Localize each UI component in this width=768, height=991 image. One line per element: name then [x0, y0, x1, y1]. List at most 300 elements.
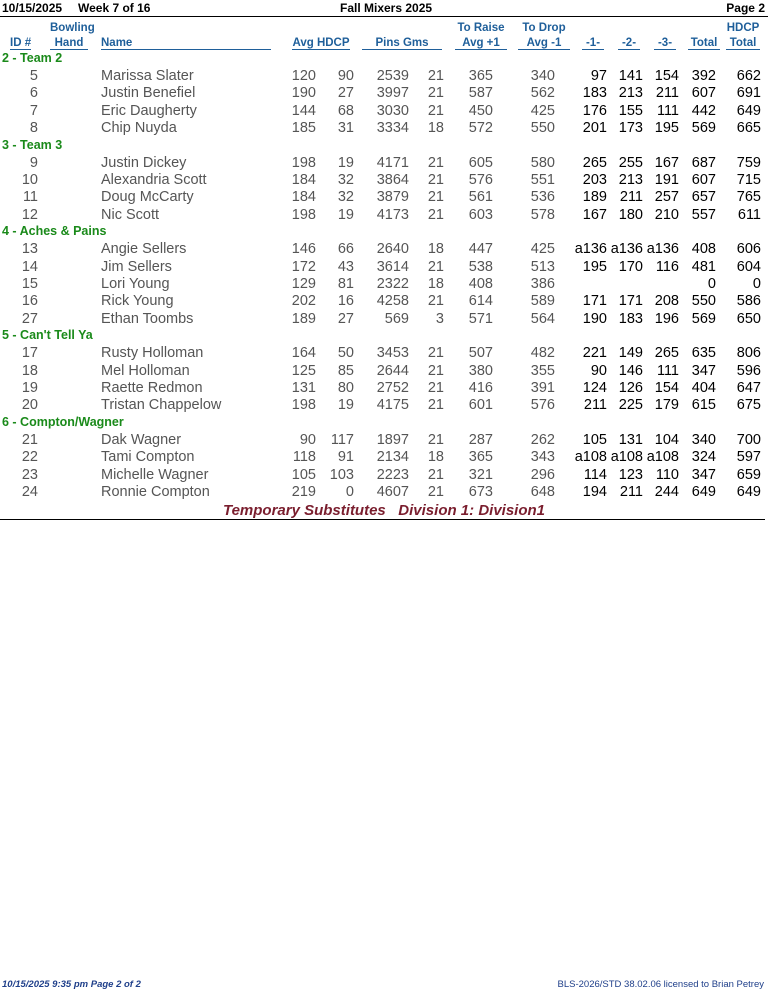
substitutes-line	[0, 502, 768, 519]
cell-g1: 183	[582, 85, 607, 102]
cell-g1: 221	[582, 345, 607, 362]
cell-g1: 265	[582, 154, 607, 171]
cell-drop: 262	[530, 431, 555, 448]
cell-hdcp: 27	[337, 310, 354, 327]
cell-name: Jim Sellers	[101, 258, 172, 275]
cell-avg: 172	[291, 258, 316, 275]
cell-avg: 125	[291, 362, 316, 379]
cell-g3: 210	[654, 206, 679, 223]
col-game-1: -1-	[582, 37, 604, 50]
cell-hdcp: 81	[337, 276, 354, 292]
cell-avg: 164	[291, 345, 316, 362]
team-heading: 3 - Team 3	[2, 137, 63, 152]
cell-total: 557	[691, 206, 716, 223]
cell-drop: 576	[530, 397, 555, 414]
cell-g3: 208	[654, 293, 679, 310]
cell-drop: 562	[530, 85, 555, 102]
cell-g2: 255	[618, 154, 643, 171]
cell-hdcp: 117	[330, 431, 354, 448]
col-drop-top: To Drop	[522, 22, 566, 34]
cell-hdcp: 19	[337, 206, 354, 223]
player-row	[0, 68, 768, 85]
cell-avg: 131	[291, 380, 316, 396]
cell-id: 5	[29, 68, 38, 84]
player-row	[0, 276, 768, 293]
player-row	[0, 484, 768, 501]
cell-name: Chip Nuyda	[101, 120, 177, 137]
player-row	[0, 259, 768, 276]
team-heading: 4 - Aches & Pains	[2, 224, 107, 239]
cell-hdcp-total: 806	[736, 345, 761, 362]
cell-hdcp-total: 586	[736, 293, 761, 310]
cell-id: 24	[21, 484, 38, 500]
player-row	[0, 311, 768, 328]
cell-pins: 3864	[376, 172, 409, 188]
cell-name: Ethan Toombs	[101, 310, 194, 327]
player-row	[0, 103, 768, 120]
cell-g1: 105	[582, 431, 607, 448]
col-pins-gms: Pins Gms	[362, 37, 442, 50]
cell-pins: 569	[384, 310, 409, 327]
cell-gms: 21	[427, 206, 444, 223]
cell-g1: 176	[582, 102, 607, 119]
player-row	[0, 172, 768, 189]
cell-hdcp-total: 647	[736, 380, 761, 396]
cell-total: 442	[691, 102, 716, 119]
cell-g3: 265	[654, 345, 679, 362]
footer-right: BLS-2026/STD 38.02.06 licensed to Brian Petrey	[557, 979, 764, 990]
cell-gms: 18	[427, 120, 444, 137]
cell-hdcp-total: 759	[736, 154, 761, 171]
cell-g2: 173	[618, 120, 643, 137]
cell-gms: 21	[427, 68, 444, 84]
col-avg-hdcp: Avg HDCP	[292, 37, 350, 49]
cell-id: 16	[21, 293, 38, 310]
cell-drop: 386	[530, 276, 555, 292]
col-name: Name	[101, 37, 271, 50]
cell-g3: 244	[654, 484, 679, 500]
player-row	[0, 85, 768, 102]
cell-name: Michelle Wagner	[101, 466, 209, 483]
col-game-2: -2-	[618, 37, 640, 50]
cell-id: 18	[21, 362, 38, 379]
cell-name: Angie Sellers	[101, 241, 187, 258]
cell-raise: 587	[468, 85, 493, 102]
cell-pins: 4607	[376, 484, 409, 500]
cell-drop: 425	[530, 241, 555, 258]
cell-name: Doug McCarty	[101, 189, 194, 206]
cell-drop: 589	[530, 293, 555, 310]
cell-g1: 195	[582, 258, 607, 275]
cell-drop: 391	[530, 380, 555, 396]
cell-avg: 120	[291, 68, 316, 84]
cell-raise: 605	[468, 154, 493, 171]
cell-id: 6	[29, 85, 38, 102]
table-bottom-rule	[0, 519, 765, 520]
cell-total: 340	[691, 431, 716, 448]
cell-gms: 21	[427, 102, 444, 119]
cell-drop: 580	[530, 154, 555, 171]
cell-total: 635	[691, 345, 716, 362]
cell-pins: 2752	[376, 380, 409, 396]
cell-gms: 21	[427, 189, 444, 206]
cell-hdcp-total: 650	[736, 310, 761, 327]
col-raise-bottom: Avg +1	[455, 37, 507, 50]
cell-name: Ronnie Compton	[101, 484, 210, 500]
cell-hdcp-total: 604	[736, 258, 761, 275]
player-row	[0, 432, 768, 449]
cell-g2: 171	[618, 293, 643, 310]
cell-raise: 380	[468, 362, 493, 379]
cell-g3: 111	[656, 102, 679, 119]
cell-gms: 21	[427, 293, 444, 310]
cell-name: Justin Benefiel	[101, 85, 196, 102]
cell-g3: 257	[654, 189, 679, 206]
cell-hdcp: 91	[337, 449, 354, 466]
cell-total: 687	[691, 154, 716, 171]
cell-avg: 146	[291, 241, 316, 258]
cell-gms: 3	[435, 310, 444, 327]
cell-drop: 340	[530, 68, 555, 84]
cell-id: 13	[21, 241, 38, 258]
cell-g2: 146	[618, 362, 643, 379]
cell-pins: 2322	[376, 276, 409, 292]
cell-g2: 213	[618, 172, 643, 188]
col-id: ID #	[10, 37, 32, 49]
cell-pins: 2539	[376, 68, 409, 84]
cell-hdcp: 27	[337, 85, 354, 102]
cell-pins: 3879	[376, 189, 409, 206]
cell-total: 0	[707, 276, 716, 292]
cell-g2: 170	[618, 258, 643, 275]
cell-g2: 225	[618, 397, 643, 414]
player-row	[0, 380, 768, 397]
cell-pins: 2640	[376, 241, 409, 258]
cell-hdcp: 31	[337, 120, 354, 137]
cell-hdcp-total: 659	[736, 466, 761, 483]
player-row	[0, 449, 768, 466]
cell-id: 27	[21, 310, 38, 327]
cell-id: 12	[21, 206, 38, 223]
player-row	[0, 345, 768, 362]
week-label: Week 7 of 16	[78, 1, 151, 15]
cell-hdcp-total: 662	[736, 68, 761, 84]
cell-id: 22	[21, 449, 38, 466]
page-header	[0, 0, 768, 17]
cell-g1: 190	[582, 310, 607, 327]
col-raise-top: To Raise	[457, 22, 505, 34]
cell-hdcp-total: 649	[736, 484, 761, 500]
player-row	[0, 207, 768, 224]
cell-id: 9	[29, 154, 38, 171]
player-row	[0, 467, 768, 484]
cell-g1: 201	[582, 120, 607, 137]
cell-gms: 21	[427, 172, 444, 188]
cell-hdcp: 32	[337, 172, 354, 188]
cell-hdcp: 19	[337, 397, 354, 414]
cell-g1: 167	[582, 206, 607, 223]
col-bowling-bottom: Hand	[50, 37, 88, 50]
cell-hdcp-total: 649	[736, 102, 761, 119]
cell-hdcp-total: 691	[736, 85, 761, 102]
cell-raise: 321	[468, 466, 493, 483]
cell-gms: 21	[427, 345, 444, 362]
team-heading: 5 - Can't Tell Ya	[2, 328, 93, 343]
cell-g2: 183	[618, 310, 643, 327]
cell-avg: 144	[291, 102, 316, 119]
cell-gms: 21	[427, 154, 444, 171]
cell-id: 10	[21, 172, 38, 188]
cell-gms: 18	[427, 449, 444, 466]
cell-hdcp-total: 765	[736, 189, 761, 206]
cell-g2: 149	[618, 345, 643, 362]
cell-id: 7	[29, 102, 38, 119]
cell-g1: 171	[582, 293, 607, 310]
cell-g2: a136	[610, 241, 643, 258]
cell-gms: 21	[427, 431, 444, 448]
player-row	[0, 189, 768, 206]
cell-id: 8	[29, 120, 38, 137]
cell-g3: 211	[655, 85, 679, 102]
cell-hdcp: 19	[337, 154, 354, 171]
cell-raise: 450	[468, 102, 493, 119]
cell-raise: 365	[468, 68, 493, 84]
cell-raise: 603	[468, 206, 493, 223]
cell-name: Tristan Chappelow	[101, 397, 222, 414]
cell-avg: 184	[291, 172, 316, 188]
cell-hdcp: 43	[337, 258, 354, 275]
cell-hdcp: 90	[337, 68, 354, 84]
cell-total: 408	[691, 241, 716, 258]
cell-drop: 296	[530, 466, 555, 483]
cell-pins: 2223	[376, 466, 409, 483]
cell-drop: 550	[530, 120, 555, 137]
cell-hdcp: 32	[337, 189, 354, 206]
cell-g1: a136	[574, 241, 607, 258]
team-heading: 2 - Team 2	[2, 51, 63, 65]
cell-hdcp: 68	[337, 102, 354, 119]
cell-drop: 551	[530, 172, 555, 188]
page-number: Page 2	[726, 1, 765, 15]
cell-g3: 195	[654, 120, 679, 137]
cell-g2: 141	[618, 68, 643, 84]
cell-g3: 167	[654, 154, 679, 171]
cell-id: 20	[21, 397, 38, 414]
cell-pins: 3614	[376, 258, 409, 275]
cell-gms: 18	[427, 241, 444, 258]
substitutes-label: Temporary Substitutes	[222, 502, 386, 519]
cell-g1: 97	[590, 68, 607, 84]
cell-hdcp: 66	[337, 241, 354, 258]
cell-hdcp-total: 700	[736, 431, 761, 448]
cell-id: 21	[21, 431, 38, 448]
cell-name: Mel Holloman	[101, 362, 190, 379]
cell-g2: 126	[618, 380, 643, 396]
player-row	[0, 397, 768, 414]
cell-gms: 21	[427, 397, 444, 414]
col-drop-bottom: Avg -1	[518, 37, 570, 50]
cell-hdcp: 0	[345, 484, 354, 500]
cell-name: Lori Young	[101, 276, 170, 292]
cell-g2: 155	[618, 102, 643, 119]
division-label: Division 1: Division1	[398, 502, 546, 519]
cell-avg: 90	[299, 431, 316, 448]
player-row	[0, 363, 768, 380]
cell-id: 17	[21, 345, 38, 362]
cell-pins: 3997	[376, 85, 409, 102]
team-heading: 6 - Compton/Wagner	[2, 414, 124, 429]
cell-name: Raette Redmon	[101, 380, 203, 396]
cell-pins: 3334	[376, 120, 409, 137]
cell-drop: 648	[530, 484, 555, 500]
cell-avg: 198	[291, 206, 316, 223]
cell-total: 392	[691, 68, 716, 84]
col-hdcp-total: Total	[726, 37, 760, 50]
cell-g3: 154	[654, 68, 679, 84]
cell-gms: 21	[427, 85, 444, 102]
cell-pins: 4173	[376, 206, 409, 223]
cell-gms: 21	[427, 380, 444, 396]
cell-name: Alexandria Scott	[101, 172, 207, 188]
cell-g2: 180	[618, 206, 643, 223]
cell-g2: 131	[618, 431, 643, 448]
cell-pins: 3030	[376, 102, 409, 119]
cell-drop: 425	[530, 102, 555, 119]
cell-gms: 18	[427, 276, 444, 292]
cell-drop: 564	[530, 310, 555, 327]
cell-id: 15	[21, 276, 38, 292]
cell-avg: 190	[291, 85, 316, 102]
cell-avg: 202	[291, 293, 316, 310]
cell-hdcp: 16	[337, 293, 354, 310]
cell-avg: 185	[291, 120, 316, 137]
cell-avg: 184	[291, 189, 316, 206]
cell-g3: 110	[655, 466, 679, 483]
cell-pins: 4171	[376, 154, 409, 171]
cell-g3: 191	[654, 172, 679, 188]
cell-total: 615	[691, 397, 716, 414]
cell-avg: 198	[291, 397, 316, 414]
cell-avg: 105	[291, 466, 316, 483]
col-total: Total	[688, 37, 720, 50]
cell-raise: 408	[468, 276, 493, 292]
cell-g3: 116	[655, 258, 679, 275]
cell-g1: a108	[574, 449, 607, 466]
cell-raise: 576	[468, 172, 493, 188]
player-row	[0, 155, 768, 172]
cell-raise: 572	[468, 120, 493, 137]
cell-raise: 416	[468, 380, 493, 396]
cell-name: Rusty Holloman	[101, 345, 204, 362]
cell-pins: 2644	[376, 362, 409, 379]
cell-total: 649	[691, 484, 716, 500]
cell-total: 569	[691, 310, 716, 327]
cell-g3: 111	[656, 362, 679, 379]
cell-total: 347	[691, 362, 716, 379]
cell-raise: 507	[468, 345, 493, 362]
cell-total: 404	[691, 380, 716, 396]
cell-name: Nic Scott	[101, 206, 160, 223]
cell-drop: 536	[530, 189, 555, 206]
cell-hdcp-total: 675	[736, 397, 761, 414]
cell-raise: 561	[468, 189, 493, 206]
col-hdcp-top: HDCP	[726, 22, 760, 34]
cell-raise: 447	[468, 241, 493, 258]
cell-raise: 673	[468, 484, 493, 500]
cell-total: 569	[691, 120, 716, 137]
cell-total: 550	[691, 293, 716, 310]
cell-g2: 123	[618, 466, 643, 483]
cell-drop: 578	[530, 206, 555, 223]
cell-drop: 482	[530, 345, 555, 362]
cell-hdcp-total: 715	[736, 172, 761, 188]
cell-g2: a108	[610, 449, 643, 466]
cell-hdcp-total: 611	[737, 206, 761, 223]
cell-avg: 118	[292, 449, 316, 466]
cell-g1: 189	[582, 189, 607, 206]
cell-g3: a108	[646, 449, 679, 466]
cell-raise: 365	[468, 449, 493, 466]
cell-drop: 355	[530, 362, 555, 379]
cell-g3: 196	[654, 310, 679, 327]
cell-g1: 114	[583, 466, 607, 483]
col-bowling-top: Bowling	[50, 22, 95, 34]
cell-g1: 194	[582, 484, 607, 500]
cell-raise: 538	[468, 258, 493, 275]
cell-g1: 90	[590, 362, 607, 379]
cell-hdcp-total: 596	[736, 362, 761, 379]
cell-total: 607	[691, 172, 716, 188]
cell-pins: 2134	[376, 449, 409, 466]
cell-total: 607	[691, 85, 716, 102]
cell-avg: 189	[291, 310, 316, 327]
footer-left: 10/15/2025 9:35 pm Page 2 of 2	[2, 979, 141, 990]
cell-g1: 124	[582, 380, 607, 396]
cell-total: 481	[691, 258, 716, 275]
cell-hdcp: 80	[337, 380, 354, 396]
cell-pins: 4175	[376, 397, 409, 414]
cell-g3: 154	[654, 380, 679, 396]
cell-name: Eric Daugherty	[101, 102, 197, 119]
cell-id: 14	[21, 258, 38, 275]
cell-gms: 21	[427, 466, 444, 483]
cell-pins: 4258	[376, 293, 409, 310]
cell-hdcp-total: 597	[736, 449, 761, 466]
cell-gms: 21	[427, 258, 444, 275]
cell-total: 347	[691, 466, 716, 483]
cell-g3: 179	[654, 397, 679, 414]
cell-name: Dak Wagner	[101, 431, 182, 448]
cell-hdcp: 85	[337, 362, 354, 379]
cell-avg: 129	[291, 276, 316, 292]
cell-name: Tami Compton	[101, 449, 195, 466]
cell-hdcp: 50	[337, 345, 354, 362]
cell-hdcp: 103	[329, 466, 354, 483]
player-row	[0, 293, 768, 310]
cell-raise: 614	[468, 293, 493, 310]
cell-g1: 203	[582, 172, 607, 188]
cell-g2: 211	[619, 189, 643, 206]
cell-name: Justin Dickey	[101, 154, 187, 171]
cell-raise: 287	[468, 431, 493, 448]
cell-g3: 104	[654, 431, 679, 448]
cell-raise: 601	[468, 397, 493, 414]
cell-g2: 213	[618, 85, 643, 102]
cell-drop: 513	[530, 258, 555, 275]
cell-gms: 21	[427, 484, 444, 500]
report-date: 10/15/2025	[2, 1, 63, 15]
cell-id: 11	[22, 189, 38, 206]
